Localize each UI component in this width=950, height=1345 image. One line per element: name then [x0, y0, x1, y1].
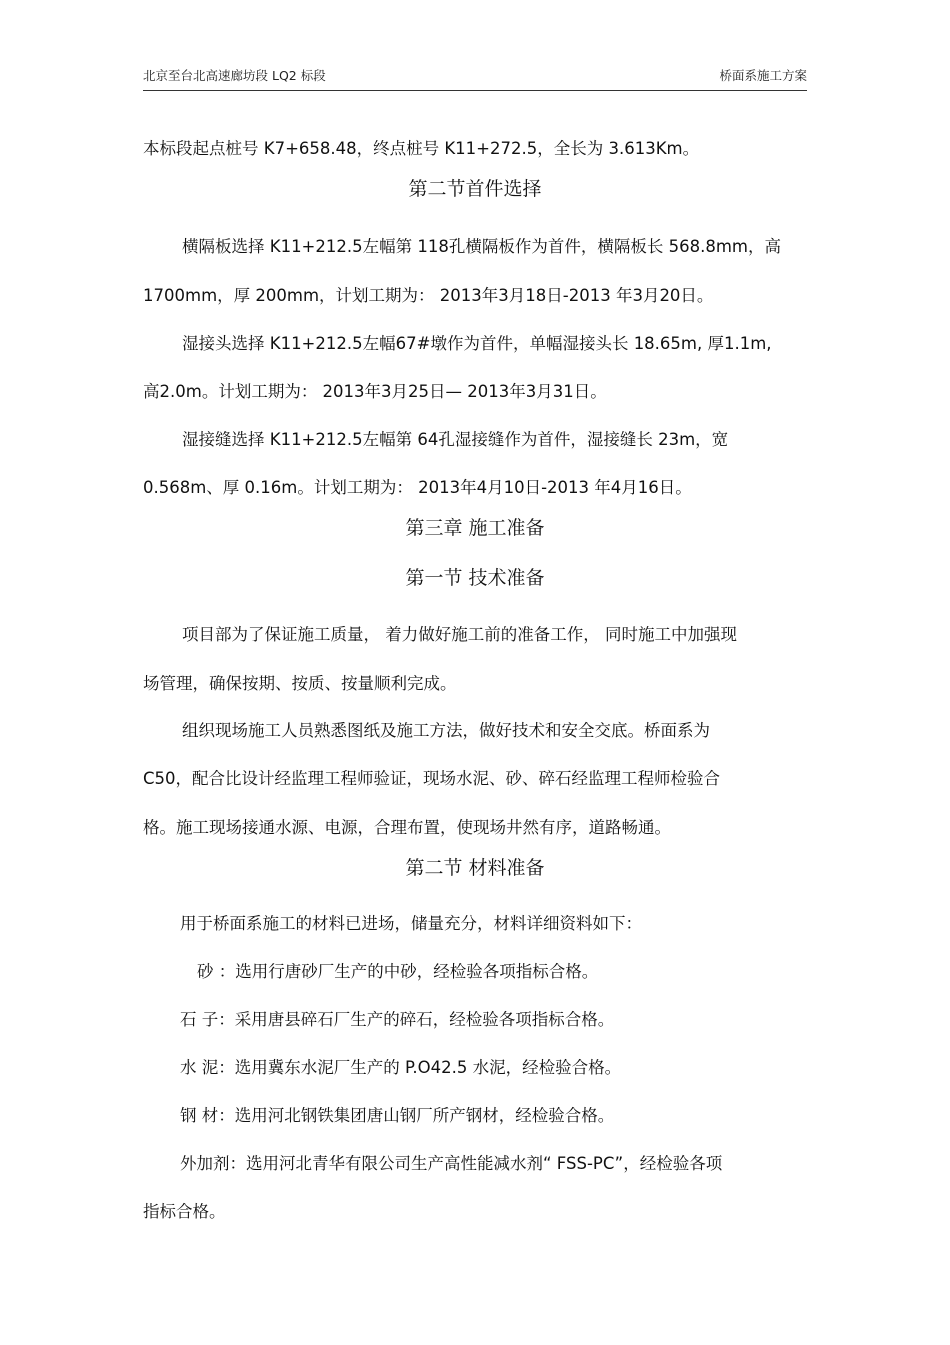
paragraph-wet-joint-head-line2: 高2.0m。计划工期为： 2013年3月25日— 2013年3月31日。 — [143, 382, 607, 401]
chapter-title-construction-preparation: 第三章 施工准备 — [405, 517, 545, 539]
paragraph-wet-joint-seam-line1: 湿接缝选择 K11+212.5左幅第 64孔湿接缝作为首件，湿接缝长 23m，宽 — [182, 430, 729, 449]
section-title-first-piece-selection: 第二节首件选择 — [408, 178, 542, 200]
section-title-material-preparation: 第二节 材料准备 — [405, 857, 545, 879]
material-item-admixture-line1: 外加剂：选用河北青华有限公司生产高性能减水剂“ FSS-PC”，经检验各项 — [180, 1154, 723, 1173]
paragraph-quality-line1: 项目部为了保证施工质量， 着力做好施工前的准备工作， 同时施工中加强现 — [182, 625, 737, 644]
material-item-steel: 钢 材：选用河北钢铁集团唐山钢厂所产钢材，经检验合格。 — [180, 1106, 615, 1125]
section-title-technical-preparation: 第一节 技术准备 — [405, 567, 545, 589]
paragraph-wet-joint-seam-line2: 0.568m、厚 0.16m。计划工期为： 2013年4月10日-2013 年4月16日。 — [143, 478, 692, 497]
intro-paragraph: 本标段起点桩号 K7+658.48，终点桩号 K11+272.5，全长为 3.613Km。 — [143, 139, 700, 158]
material-item-stone: 石 子：采用唐县碎石厂生产的碎石，经检验各项指标合格。 — [180, 1010, 615, 1029]
header-project-title: 北京至台北高速廊坊段 LQ2 标段 — [143, 68, 326, 83]
page-header — [143, 66, 807, 90]
paragraph-materials-intro: 用于桥面系施工的材料已进场，储量充分，材料详细资料如下： — [180, 914, 642, 933]
paragraph-quality-line2: 场管理，确保按期、按质、按量顺利完成。 — [143, 674, 457, 693]
paragraph-wet-joint-head-line1: 湿接头选择 K11+212.5左幅67#墩作为首件，单幅湿接头长 18.65m, 厚1.1m, — [182, 334, 772, 353]
paragraph-organization-line3: 格。施工现场接通水源、电源，合理布置，使现场井然有序，道路畅通。 — [143, 818, 671, 837]
material-item-sand: 砂 ：选用行唐砂厂生产的中砂，经检验各项指标合格。 — [197, 962, 599, 981]
header-divider — [143, 90, 807, 91]
paragraph-organization-line2: C50，配合比设计经监理工程师验证，现场水泥、砂、碎石经监理工程师检验合 — [143, 769, 721, 788]
material-item-admixture-line2: 指标合格。 — [143, 1202, 226, 1221]
header-document-title: 桥面系施工方案 — [719, 68, 807, 83]
paragraph-organization-line1: 组织现场施工人员熟悉图纸及施工方法，做好技术和安全交底。桥面系为 — [182, 721, 710, 740]
paragraph-cross-beam-line2: 1700mm，厚 200mm，计划工期为： 2013年3月18日-2013 年3月20日。 — [143, 286, 714, 305]
paragraph-cross-beam-line1: 横隔板选择 K11+212.5左幅第 118孔横隔板作为首件，横隔板长 568.8mm，高 — [182, 237, 781, 256]
material-item-cement: 水 泥：选用冀东水泥厂生产的 P.O42.5 水泥，经检验合格。 — [180, 1058, 622, 1077]
